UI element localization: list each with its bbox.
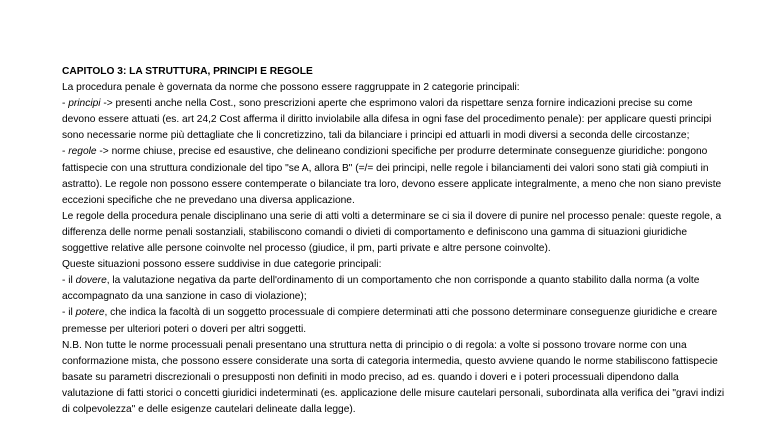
- potere-text: , che indica la facoltà di un soggetto processuale di compiere determinati atti che possono determinare conseguenze giuridiche e creare premesse per ulteriori poteri o doveri per altri soggetti.: [62, 307, 718, 335]
- principi-term: principi: [68, 98, 101, 110]
- principi-lead: -: [62, 98, 69, 110]
- situazioni-paragraph: Queste situazioni possono essere suddivise in due categorie principali:: [62, 259, 382, 271]
- potere-term: potere: [75, 307, 105, 319]
- potere-item: [62, 305, 726, 337]
- principi-text: -> presenti anche nella Cost., sono prescrizioni aperte che esprimono valori da rispettare senza fornire indicazioni precise su come devono essere attuati (es. art 24,2 Cost afferma il diritto inviolabile alla difesa in ogni fase del procedimento penale): per applicare questi principi sono necessarie norme più dettagliate che li concretizzino, tali da bilanciare i principi ed attuarli in modi diversi a seconda delle circostanze;: [62, 98, 712, 142]
- regole-procedura-paragraph: Le regole della procedura penale disciplinano una serie di atti volti a determinare se ci sia il dovere di punire nel processo penale: queste regole, a differenza delle norme penali sostanziali, stabiliscono comandi o divieti di comportamento e definiscono una gamma di situazioni giuridiche soggettive relative alle persone coinvolte nel processo (giudice, il pm, parti private e altre persone coinvolte).: [62, 210, 722, 255]
- document-body: [62, 64, 726, 418]
- dovere-text: , la valutazione negativa da parte dell'ordinamento di un comportamento che non corrisponde a quanto stabilito dalla norma (a volte accompagnato da una sanzione in caso di violazione);: [62, 275, 700, 303]
- nb-paragraph: N.B. Non tutte le norme processuali penali presentano una struttura netta di principio o di regola: a volte si possono trovare norme con una conformazione mista, che possono essere considerate una sorta di categoria intermedia, questo avviene quando le norme stabiliscono fattispecie basate su parametri discrezionali o presupposti non definiti in modo preciso, ad es. quando i doveri e i poteri processuali dipendono dalla valutazione di fatti storici o concetti giuridici indeterminati (es. applicazione delle misure cautelari personali, subordinata alla verifica dei "gravi indizi di colpevolezza" e delle esigenze cautelari delineate dalla legge).: [62, 339, 725, 415]
- intro-paragraph: La procedura penale è governata da norme che possono essere raggruppate in 2 categorie principali:: [62, 82, 520, 94]
- potere-lead: - il: [62, 307, 76, 319]
- dovere-item: [62, 273, 726, 305]
- principi-item: [62, 96, 726, 144]
- dovere-lead: - il: [62, 275, 76, 287]
- regole-lead: -: [62, 146, 69, 158]
- regole-text: -> norme chiuse, precise ed esaustive, che delineano condizioni specifiche per produrre determinate conseguenze giuridiche: pongono fattispecie con una struttura condizionale del tipo "se A, allora B" (=/= dei principi, nelle regole i bilanciamenti dei valori sono stati già compiuti in astratto). Le regole non possono essere contemperate o bilanciate tra loro, devono essere applicate integralmente, a meno che non siano previste eccezioni specifiche che ne prevedano una diversa applicazione.: [62, 146, 722, 206]
- regole-term: regole: [68, 146, 97, 158]
- dovere-term: dovere: [75, 275, 107, 287]
- regole-item: [62, 144, 726, 208]
- chapter-title: CAPITOLO 3: LA STRUTTURA, PRINCIPI E REGOLE: [62, 66, 313, 77]
